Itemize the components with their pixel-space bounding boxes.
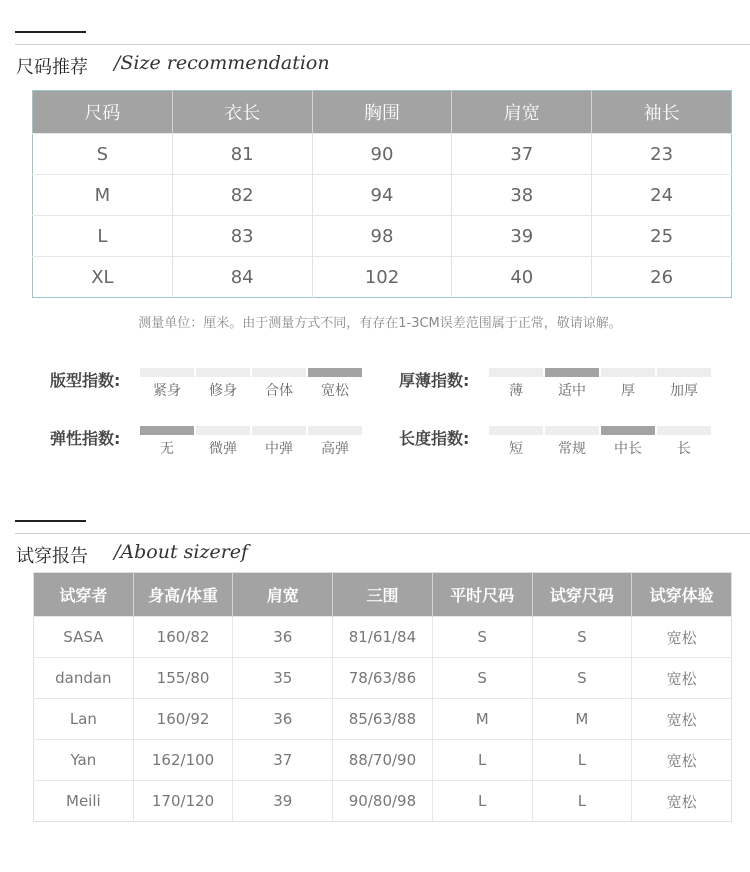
tryon-header-cell: 三围 <box>333 573 433 617</box>
length-option-1 <box>545 426 599 458</box>
table-cell: L <box>532 740 632 781</box>
table-cell: 36 <box>233 699 333 740</box>
table-cell: XL <box>33 257 173 298</box>
table-cell: S <box>532 658 632 699</box>
indicator-option-label: 薄 <box>509 383 523 399</box>
table-cell: 160/82 <box>133 617 233 658</box>
table-cell: 宽松 <box>632 658 732 699</box>
table-cell: L <box>432 740 532 781</box>
table-cell: 23 <box>592 134 732 175</box>
table-cell: L <box>532 781 632 822</box>
size-section-title: 尺码推荐 <box>16 57 88 78</box>
indicator-option-label: 合体 <box>265 383 293 399</box>
table-cell: L <box>33 216 173 257</box>
table-cell: 94 <box>312 175 452 216</box>
tryon-header-cell: 身高/体重 <box>133 573 233 617</box>
table-cell: dandan <box>34 658 134 699</box>
table-row <box>33 216 732 257</box>
indicator-bar <box>657 426 711 435</box>
fit-option-0 <box>140 368 194 400</box>
table-cell: 宽松 <box>632 617 732 658</box>
length-option-3 <box>657 426 711 458</box>
tryon-header-cell: 试穿体验 <box>632 573 732 617</box>
fit-option-3 <box>308 368 362 400</box>
header-accent-line <box>15 520 86 522</box>
indicator-bar <box>140 368 194 377</box>
table-cell: M <box>33 175 173 216</box>
table-cell: 宽松 <box>632 740 732 781</box>
tryon-table <box>33 572 732 822</box>
indicator-option-label: 微弹 <box>209 441 237 457</box>
table-row <box>34 617 732 658</box>
tryon-header-cell: 肩宽 <box>233 573 333 617</box>
table-cell: 78/63/86 <box>333 658 433 699</box>
indicator-bar <box>489 426 543 435</box>
indicator-option-label: 紧身 <box>153 383 181 399</box>
tryon-header-cell: 试穿尺码 <box>532 573 632 617</box>
table-cell: M <box>532 699 632 740</box>
indicator-bar-selected <box>308 368 362 377</box>
thickness-indicator-label: 厚薄指数: <box>399 371 470 390</box>
table-cell: M <box>432 699 532 740</box>
indicator-bar-selected <box>601 426 655 435</box>
table-cell: 81 <box>172 134 312 175</box>
table-cell: 36 <box>233 617 333 658</box>
indicator-bar <box>252 368 306 377</box>
indicator-bar <box>657 368 711 377</box>
indicator-option-label: 宽松 <box>321 383 349 399</box>
thickness-option-0 <box>489 368 543 400</box>
indicator-option-label: 短 <box>509 441 523 457</box>
indicator-option-label: 修身 <box>209 383 237 399</box>
indicator-bar <box>252 426 306 435</box>
indicator-option-label: 加厚 <box>670 383 698 399</box>
indicator-option-label: 厚 <box>621 383 635 399</box>
table-cell: 82 <box>172 175 312 216</box>
size-header-cell: 袖长 <box>592 91 732 134</box>
size-section-subtitle: /Size recommendation <box>114 52 330 74</box>
indicator-bar <box>545 426 599 435</box>
indicator-bar <box>601 368 655 377</box>
elasticity-option-3 <box>308 426 362 458</box>
indicator-option-label: 高弹 <box>321 441 349 457</box>
table-cell: 38 <box>452 175 592 216</box>
table-cell: 160/92 <box>133 699 233 740</box>
indicator-bar <box>308 426 362 435</box>
header-accent-line <box>15 31 86 33</box>
indicator-bar <box>196 368 250 377</box>
tryon-header-cell: 平时尺码 <box>432 573 532 617</box>
length-indicator-label: 长度指数: <box>399 429 470 448</box>
indicator-option-label: 长 <box>677 441 691 457</box>
tryon-section-title: 试穿报告 <box>16 546 88 567</box>
thickness-option-2 <box>601 368 655 400</box>
size-table <box>32 90 732 298</box>
tryon-section-subtitle: /About sizeref <box>114 541 249 563</box>
table-cell: Meili <box>34 781 134 822</box>
indicator-option-label: 适中 <box>558 383 586 399</box>
indicator-option-label: 常规 <box>558 441 586 457</box>
thickness-option-3 <box>657 368 711 400</box>
table-row <box>34 699 732 740</box>
thickness-option-1 <box>545 368 599 400</box>
table-cell: 81/61/84 <box>333 617 433 658</box>
length-option-2 <box>601 426 655 458</box>
size-header-cell: 衣长 <box>172 91 312 134</box>
table-cell: SASA <box>34 617 134 658</box>
table-cell: 90 <box>312 134 452 175</box>
table-cell: 85/63/88 <box>333 699 433 740</box>
indicator-bar-selected <box>545 368 599 377</box>
table-cell: 37 <box>233 740 333 781</box>
size-header-cell: 肩宽 <box>452 91 592 134</box>
table-cell: 40 <box>452 257 592 298</box>
table-cell: 26 <box>592 257 732 298</box>
table-cell: 84 <box>172 257 312 298</box>
table-cell: 宽松 <box>632 781 732 822</box>
elasticity-option-1 <box>196 426 250 458</box>
table-cell: 170/120 <box>133 781 233 822</box>
table-cell: 37 <box>452 134 592 175</box>
fit-option-1 <box>196 368 250 400</box>
table-cell: S <box>532 617 632 658</box>
table-row <box>33 257 732 298</box>
table-cell: 24 <box>592 175 732 216</box>
indicator-option-label: 无 <box>160 441 174 457</box>
size-table-header-row <box>33 91 732 134</box>
table-cell: 39 <box>233 781 333 822</box>
table-cell: 155/80 <box>133 658 233 699</box>
table-cell: Lan <box>34 699 134 740</box>
table-cell: 39 <box>452 216 592 257</box>
table-cell: 102 <box>312 257 452 298</box>
indicator-option-label: 中弹 <box>265 441 293 457</box>
table-cell: L <box>432 781 532 822</box>
table-row <box>34 781 732 822</box>
indicator-option-label: 中长 <box>614 441 642 457</box>
measurement-note: 测量单位：厘米。由于测量方式不同，有存在1-3CM误差范围属于正常，敬请谅解。 <box>138 316 622 331</box>
size-header-cell: 胸围 <box>312 91 452 134</box>
size-header-cell: 尺码 <box>33 91 173 134</box>
table-cell: 162/100 <box>133 740 233 781</box>
header-divider <box>15 533 750 534</box>
fit-indicator-label: 版型指数: <box>50 371 121 390</box>
table-cell: S <box>432 617 532 658</box>
table-row <box>33 175 732 216</box>
elasticity-indicator-label: 弹性指数: <box>50 429 121 448</box>
table-cell: 90/80/98 <box>333 781 433 822</box>
table-cell: S <box>33 134 173 175</box>
header-divider <box>15 44 750 45</box>
length-option-0 <box>489 426 543 458</box>
table-row <box>34 740 732 781</box>
elasticity-option-2 <box>252 426 306 458</box>
table-row <box>33 134 732 175</box>
table-cell: 98 <box>312 216 452 257</box>
indicator-bar-selected <box>140 426 194 435</box>
tryon-table-header-row <box>34 573 732 617</box>
table-cell: Yan <box>34 740 134 781</box>
table-cell: 35 <box>233 658 333 699</box>
table-cell: 88/70/90 <box>333 740 433 781</box>
tryon-header-cell: 试穿者 <box>34 573 134 617</box>
table-cell: S <box>432 658 532 699</box>
elasticity-option-0 <box>140 426 194 458</box>
fit-option-2 <box>252 368 306 400</box>
table-cell: 宽松 <box>632 699 732 740</box>
table-cell: 25 <box>592 216 732 257</box>
table-cell: 83 <box>172 216 312 257</box>
indicator-bar <box>489 368 543 377</box>
indicator-bar <box>196 426 250 435</box>
table-row <box>34 658 732 699</box>
